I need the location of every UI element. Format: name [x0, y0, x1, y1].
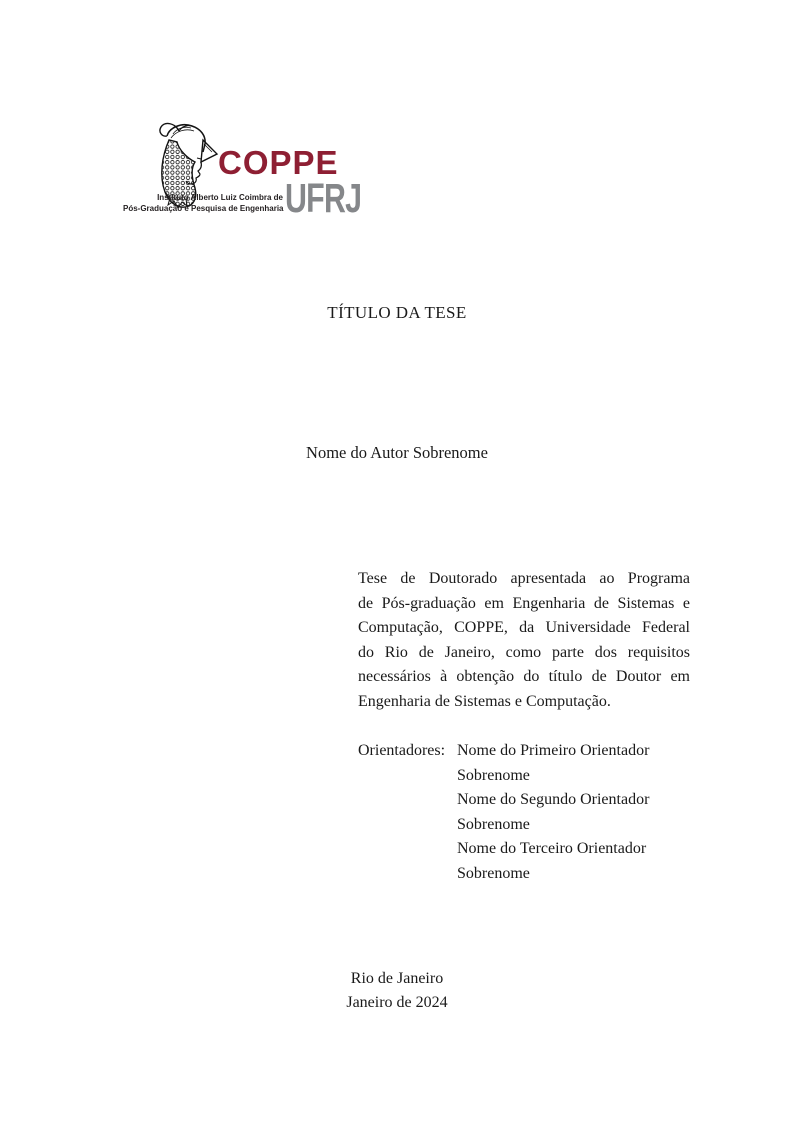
advisors-block	[358, 739, 698, 887]
advisor-surname: Sobrenome	[457, 815, 530, 833]
advisors-label: Orientadores:	[358, 742, 446, 759]
coppe-ufrj-logo	[123, 116, 363, 224]
advisor-surname: Sobrenome	[457, 766, 530, 784]
footer-date: Janeiro de 2024	[346, 993, 448, 1011]
dedication-line: necessários à obtenção do título de Doutor em	[358, 668, 690, 686]
dedication-line: de Pós-graduação em Engenharia de Sistemas e	[358, 594, 690, 612]
advisor-name: Nome do Primeiro Orientador	[457, 742, 650, 759]
dedication-line: Computação, COPPE, da Universidade Federal	[358, 619, 690, 637]
ufrj-wordmark: UFRJ	[285, 175, 362, 221]
footer-place: Rio de Janeiro	[350, 970, 444, 987]
institute-name-line2: Pós-Graduação e Pesquisa de Engenharia	[123, 204, 284, 213]
thesis-title: TÍTULO DA TESE	[327, 303, 467, 322]
dedication-paragraph	[358, 567, 690, 715]
dedication-line: Tese de Doutorado apresentada ao Programa	[358, 570, 690, 587]
dedication-line: do Rio de Janeiro, como parte dos requisitos	[358, 643, 690, 661]
dedication-line: Engenharia de Sistemas e Computação.	[358, 692, 611, 710]
institute-name	[123, 192, 283, 214]
institute-name-line1: Instituto Alberto Luiz Coimbra de	[157, 193, 283, 202]
advisor-name: Nome do Segundo Orientador	[457, 791, 650, 809]
author-name: Nome do Autor Sobrenome	[306, 443, 488, 462]
advisor-name: Nome do Terceiro Orientador	[457, 840, 647, 858]
footer	[0, 967, 794, 1014]
advisor-names	[457, 739, 698, 887]
advisor-surname: Sobrenome	[457, 864, 530, 882]
coppe-wordmark: COPPE	[218, 144, 339, 181]
